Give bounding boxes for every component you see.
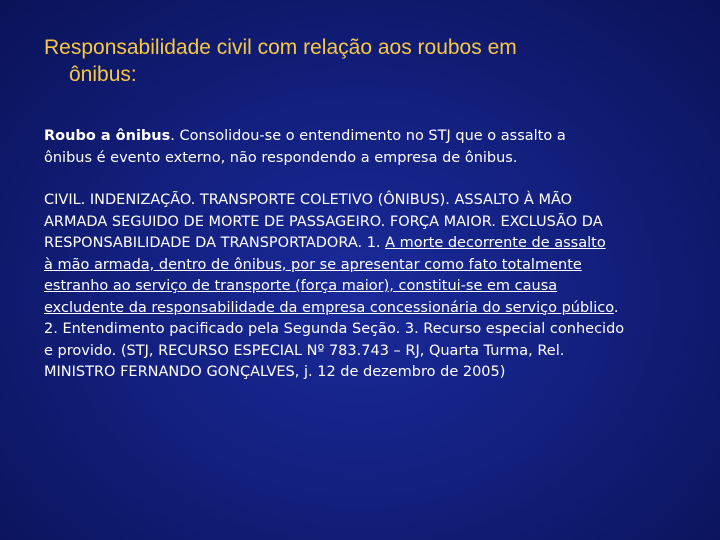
title-line-1: Responsabilidade civil com relação aos roubos em [44,36,517,59]
intro-line-1-text: . Consolidou-se o entendimento no STJ que o assalto a [170,128,566,144]
citation-line-6-underlined: excludente da responsabilidade da empresa concessionária do serviço público [44,299,614,316]
citation-line-7: 2. Entendimento pacificado pela Segunda Seção. 3. Recurso especial conhecido [44,321,625,337]
citation-line-3 [44,233,684,255]
citation-line-6 [44,298,684,320]
slide-body [44,126,684,384]
citation-line-8: e provido. (STJ, RECURSO ESPECIAL Nº 783.743 – RJ, Quarta Turma, Rel. [44,342,565,359]
citation-line-3-plain: RESPONSABILIDADE DA TRANSPORTADORA. 1. [44,235,386,251]
citation-line-6-plain: . [613,299,619,316]
citation-paragraph [44,190,684,384]
intro-line-2: ônibus é evento externo, não respondendo a empresa de ônibus. [44,149,518,166]
title-line-2: ônibus: [69,63,137,86]
intro-line-1 [44,126,684,148]
citation-line-5: estranho ao serviço de transporte (força maior), constitui-se em causa [44,278,558,294]
citation-line-3-underlined: A morte decorrente de assalto [385,235,606,251]
citation-line-9: MINISTRO FERNANDO GONÇALVES, j. 12 de dezembro de 2005) [44,364,506,380]
intro-paragraph [44,126,684,169]
citation-line-2: ARMADA SEGUIDO DE MORTE DE PASSAGEIRO. FORÇA MAIOR. EXCLUSÃO DA [44,213,603,230]
citation-line-1: CIVIL. INDENIZAÇÃO. TRANSPORTE COLETIVO (ÔNIBUS). ASSALTO À MÃO [44,192,573,208]
intro-bold-label: Roubo a ônibus [44,128,171,144]
citation-line-4: à mão armada, dentro de ônibus, por se apresentar como fato totalmente [44,256,582,273]
slide-title [44,34,684,88]
